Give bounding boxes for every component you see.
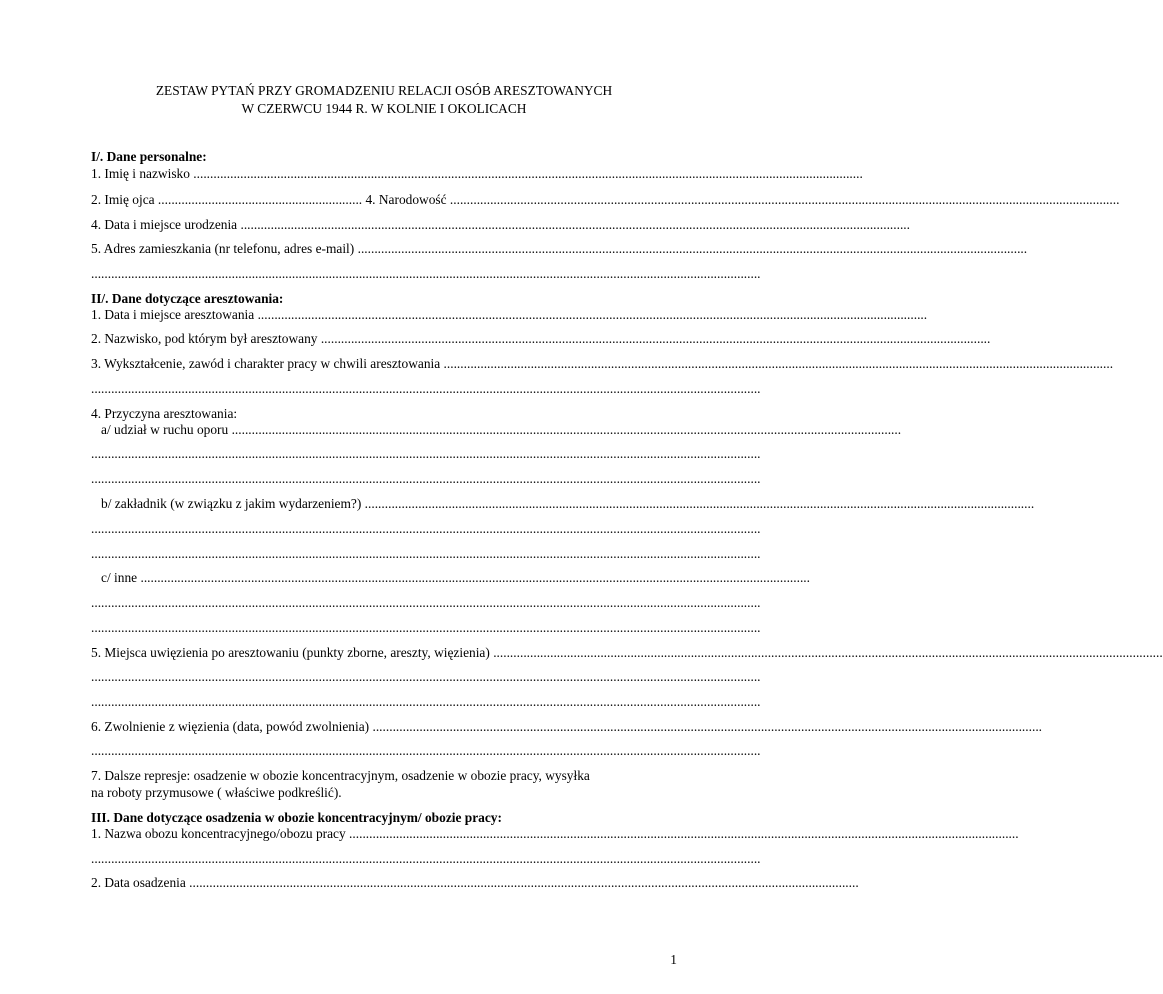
dotted-leader: ........................................................................................................................................................................................................ (364, 496, 1035, 511)
dotted-leader: ........................................................................................................................................................................................................ (189, 875, 859, 890)
document-title (0, 82, 768, 118)
dotted-leader: ........................................................................................................................................................................................................ (91, 620, 761, 635)
form-line-repressions: 7. Dalsze represje: osadzenie w obozie koncentracyjnym, osadzenie w obozie pracy, wysyłka (91, 768, 590, 783)
section-heading-personal: I/. Dane personalne: (91, 149, 207, 164)
form-line-blank (91, 445, 761, 462)
dotted-leader: ........................................................................................................................................................................................................ (91, 471, 761, 486)
dotted-leader: ........................................................................................................................................................................................................ (91, 851, 761, 866)
form-line-blank (91, 668, 761, 685)
form-line-blank (91, 545, 761, 562)
dotted-leader: ........................................................................................................................................................................................................ (493, 645, 1163, 660)
form-line-release: 6. Zwolnienie z więzienia (data, powód zwolnienia) ........................................................................................................................................................................................................ (91, 719, 1043, 734)
section-heading-arrest: II/. Dane dotyczące aresztowania: (91, 291, 284, 306)
dotted-leader: ........................................................................................................................................................................................................ (91, 381, 761, 396)
title-line-2: W CZERWCU 1944 R. W KOLNIE I OKOLICACH (241, 101, 527, 116)
dotted-leader: ........................................................................................................................................................................................................ (240, 217, 910, 232)
dotted-leader: ........................................................................................................................................................................................................ (257, 307, 928, 322)
dotted-leader: ........................................................................................................................................................................................................ (357, 241, 1028, 256)
dotted-leader: ........................................................................................................................................................................................................ (372, 719, 1043, 734)
form-line-name: 1. Imię i nazwisko ........................................................................................................................................................................................................ (91, 166, 863, 181)
form-line-blank (91, 619, 761, 636)
dotted-leader: ........................................................................................................................................................................................................ (231, 422, 902, 437)
form-line-repressions-cont: na roboty przymusowe ( właściwe podkreślić). (91, 785, 342, 800)
form-line-imprisonment: 5. Miejsca uwięzienia po aresztowaniu (punkty zborne, areszty, więzienia) ........................................................................................................................................................................................................ (91, 645, 1163, 660)
dotted-leader: ........................................................................................................................................................................................................ (140, 570, 810, 585)
form-line-hostage: b/ zakładnik (w związku z jakim wydarzeniem?) ........................................................................................................................................................................................................ (91, 496, 1035, 511)
title-line-1: ZESTAW PYTAŃ PRZY GROMADZENIU RELACJI OSÓB ARESZTOWANYCH (155, 83, 613, 98)
section-heading-camp: III. Dane dotyczące osadzenia w obozie koncentracyjnym/ obozie pracy: (91, 810, 502, 825)
dotted-leader: ........................................................................................................................................................................................................ (449, 192, 1120, 207)
form-line-blank (91, 520, 761, 537)
page-number: 1 (670, 952, 677, 967)
form-line-blank (91, 850, 761, 867)
form-line-blank (91, 693, 761, 710)
form-line-arrest-surname: 2. Nazwisko, pod którym był aresztowany ........................................................................................................................................................................................................ (91, 331, 991, 346)
dotted-leader: ........................................................................................................................................................................................................ (91, 743, 761, 758)
form-line-other: c/ inne ........................................................................................................................................................................................................ (91, 570, 810, 585)
form-line-education: 3. Wykształcenie, zawód i charakter pracy w chwili aresztowania ........................................................................................................................................................................................................ (91, 356, 1114, 371)
dotted-leader: ........................................................................................................................................................................................................ (91, 521, 761, 536)
dotted-leader: ........................................................................................................................................................................................................ (91, 446, 761, 461)
dotted-leader: ........................................................................................................................................................................................................ (91, 266, 761, 281)
dotted-leader: ........................................................................................................................................................................................................ (91, 669, 761, 684)
form-line-blank (91, 742, 761, 759)
form-line-address: 5. Adres zamieszkania (nr telefonu, adres e-mail) ........................................................................................................................................................................................................ (91, 241, 1028, 256)
form-line-blank (91, 594, 761, 611)
form-line-blank (91, 380, 761, 397)
form-line-resistance: a/ udział w ruchu oporu ........................................................................................................................................................................................................ (91, 422, 902, 437)
form-line-father-nationality: 2. Imię ojca ............................................................. 4. Narodowość ........................................................................................................................................................................................................ (91, 192, 1120, 207)
dotted-leader: ........................................................................................................................................................................................................ (91, 595, 761, 610)
form-line-camp-name: 1. Nazwa obozu koncentracyjnego/obozu pracy ........................................................................................................................................................................................................ (91, 826, 1019, 841)
form-line-blank (91, 470, 761, 487)
form-line-reason: 4. Przyczyna aresztowania: (91, 406, 238, 421)
dotted-leader: ........................................................................................................................................................................................................ (320, 331, 991, 346)
dotted-leader: ........................................................................................................................................................................................................ (443, 356, 1114, 371)
form-line-birth: 4. Data i miejsce urodzenia ........................................................................................................................................................................................................ (91, 217, 910, 232)
dotted-leader: ........................................................................................................................................................................................................ (349, 826, 1019, 841)
form-line-blank (91, 265, 761, 282)
dotted-leader: ........................................................................................................................................................................................................ (91, 694, 761, 709)
form-line-camp-date: 2. Data osadzenia ........................................................................................................................................................................................................ (91, 875, 859, 890)
dotted-leader: ........................................................................................................................................................................................................ (193, 166, 863, 181)
dotted-leader: ........................................................................................................................................................................................................ (91, 546, 761, 561)
form-line-arrest-date: 1. Data i miejsce aresztowania ........................................................................................................................................................................................................ (91, 307, 928, 322)
